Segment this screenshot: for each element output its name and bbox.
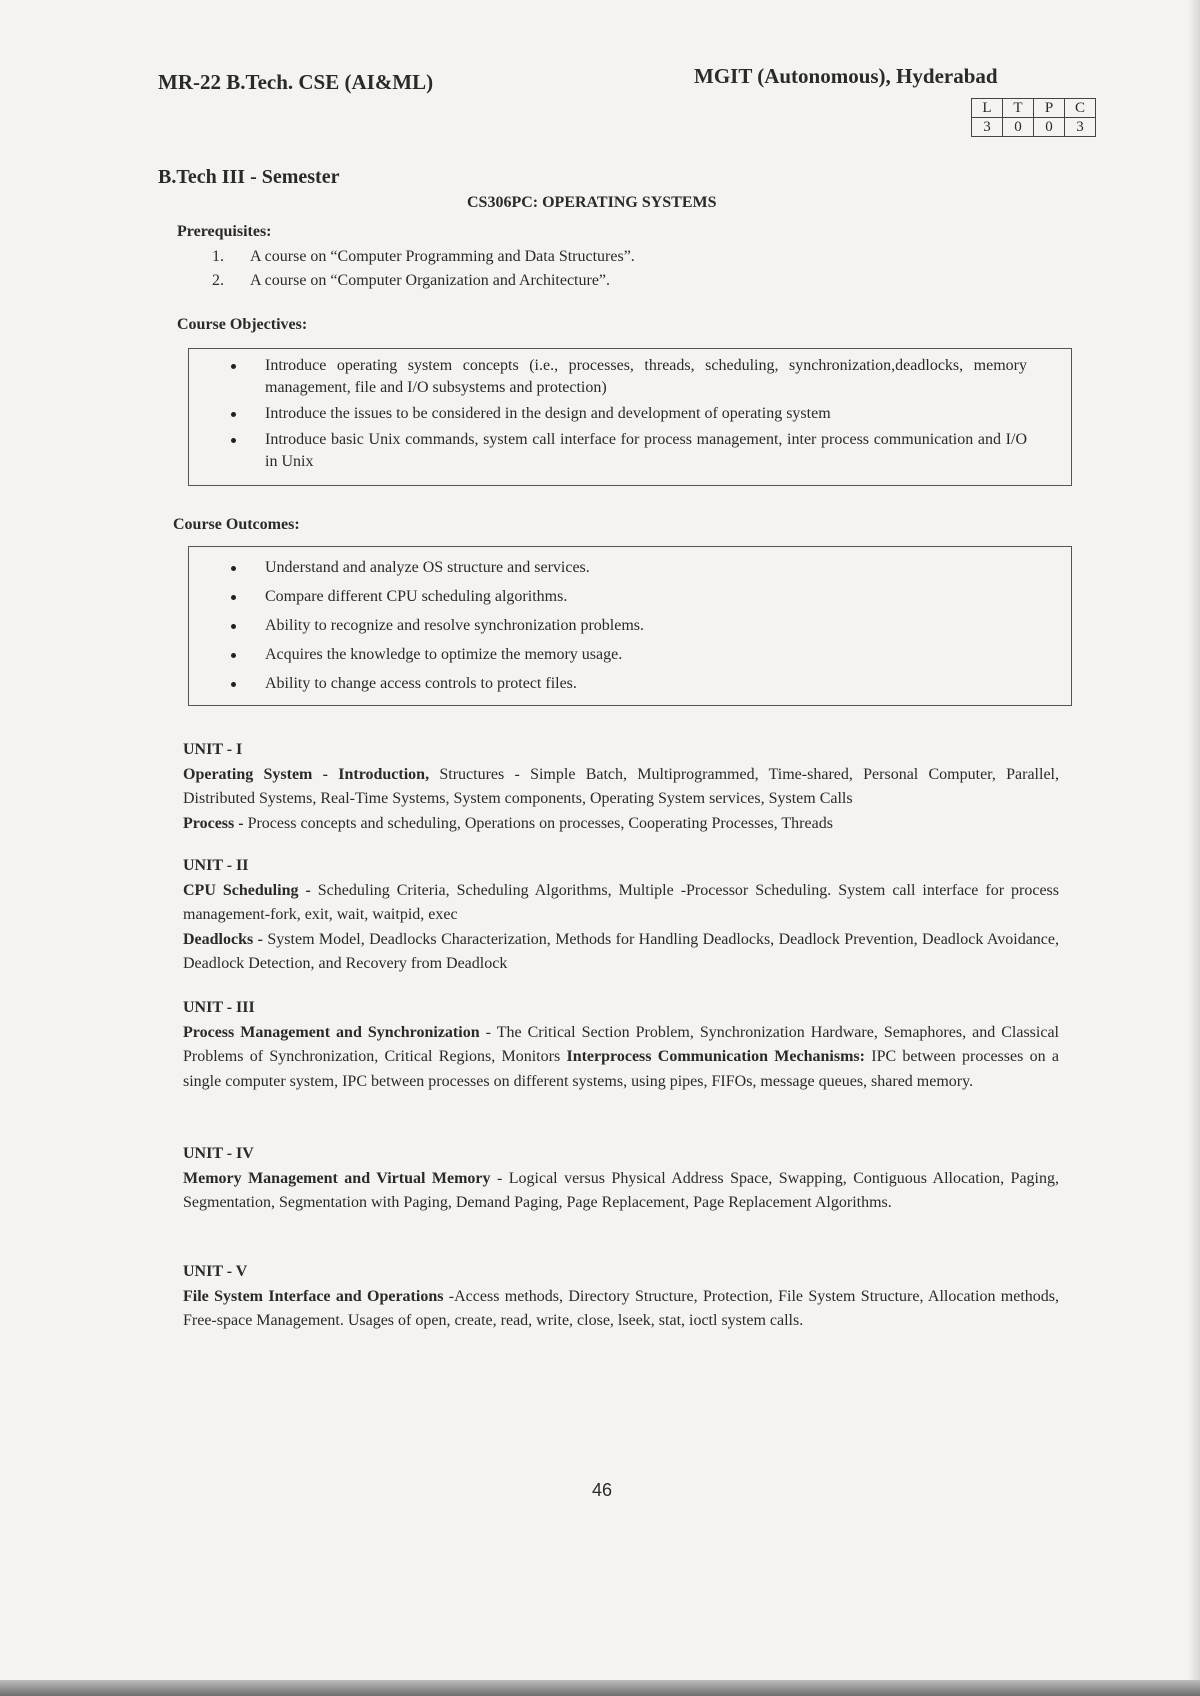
topic-title: Deadlocks - (183, 930, 263, 948)
unit-1-section (183, 738, 1059, 836)
objectives-label: Course Objectives: (177, 316, 308, 333)
credits-table (971, 98, 1096, 137)
list-item (189, 586, 1071, 615)
topic-body: Structures - Simple Batch, Multiprogrammed, Time-shared, Personal Computer, Parallel, Distributed Systems, Real-Time Systems, System components, Operating System services, System Calls (183, 765, 1059, 807)
outcomes-label: Course Outcomes: (173, 516, 300, 533)
course-title: CS306PC: OPERATING SYSTEMS (467, 194, 717, 211)
topic-title: Operating System - Introduction, (183, 765, 430, 783)
topic-body: -Access methods, Directory Structure, Protection, File System Structure, Allocation methods, Free-space Management. Usages of open, create, read, write, close, lseek, stat, ioctl system calls. (183, 1287, 1059, 1329)
list-text: Ability to recognize and resolve synchronization problems. (265, 617, 645, 634)
topic-body: IPC between processes on a single computer system, IPC between processes on different systems, using pipes, FIFOs, message queues, shared memory. (183, 1048, 1060, 1090)
topic-title: Process Management and Synchronization (183, 1023, 480, 1041)
credits-value-cell: 0 (1003, 118, 1034, 137)
semester-heading: B.Tech III - Semester (158, 166, 340, 188)
page-number: 46 (592, 1480, 613, 1500)
list-item (189, 673, 1071, 702)
topic-title: Process - (183, 814, 244, 832)
credits-header-row (972, 99, 1096, 118)
list-item (189, 403, 1071, 425)
topic-title: Memory Management and Virtual Memory (183, 1169, 491, 1187)
list-item (189, 615, 1071, 644)
unit-heading: UNIT - II (183, 857, 249, 874)
credits-header-cell: C (1065, 99, 1096, 118)
list-item (189, 557, 1071, 586)
topic-title: CPU Scheduling - (183, 881, 311, 899)
list-text: Understand and analyze OS structure and services. (265, 559, 590, 576)
unit-2-section (183, 854, 1059, 977)
credits-value-cell: 3 (972, 118, 1003, 137)
outcomes-list (189, 547, 1071, 702)
unit-heading: UNIT - I (183, 741, 243, 758)
list-item (212, 269, 635, 293)
list-text: A course on “Computer Programming and Data Structures”. (250, 248, 635, 265)
list-text: Introduce operating system concepts (i.e., processes, threads, scheduling, synchronization,deadlocks, memory management, file and I/O subsystems and protection) (265, 357, 1027, 396)
unit-heading: UNIT - III (183, 999, 255, 1016)
credits-value-cell: 3 (1065, 118, 1096, 137)
prerequisites-list (212, 245, 635, 293)
credits-header-cell: T (1003, 99, 1034, 118)
list-text: Ability to change access controls to protect files. (265, 675, 577, 692)
bullet-icon (231, 438, 236, 443)
list-text: A course on “Computer Organization and Architecture”. (250, 272, 611, 289)
credits-header-cell: L (972, 99, 1003, 118)
topic-body: - Logical versus Physical Address Space, Swapping, Contiguous Allocation, Paging, Segmentation, Segmentation with Paging, Demand Paging, Page Replacement, Page Replacement Algorithms. (183, 1169, 1059, 1211)
bullet-icon (231, 595, 236, 600)
list-item (189, 355, 1071, 399)
institution-header: MGIT (Autonomous), Hyderabad (694, 64, 998, 88)
list-item (189, 429, 1071, 473)
list-text: Introduce the issues to be considered in the design and development of operating system (265, 405, 831, 422)
bullet-icon (231, 682, 236, 687)
bullet-icon (231, 364, 236, 369)
topic-title: Interprocess Communication Mechanisms: (566, 1048, 865, 1065)
objectives-list (189, 349, 1071, 473)
topic-body: Process concepts and scheduling, Operations on processes, Cooperating Processes, Threads (243, 814, 833, 832)
unit-heading: UNIT - V (183, 1263, 248, 1280)
topic-title: File System Interface and Operations (183, 1287, 444, 1305)
credits-value-cell: 0 (1034, 118, 1065, 137)
list-item (212, 245, 635, 269)
regulation-header: MR-22 B.Tech. CSE (AI&ML) (158, 70, 434, 94)
bullet-icon (231, 412, 236, 417)
list-text: Compare different CPU scheduling algorithms. (265, 588, 568, 605)
prerequisites-label: Prerequisites: (177, 223, 272, 240)
unit-heading: UNIT - IV (183, 1145, 254, 1162)
credits-value-row (972, 118, 1096, 137)
topic-body: Scheduling Criteria, Scheduling Algorithms, Multiple -Processor Scheduling. System call interface for process management-fork, exit, wait, waitpid, exec (183, 881, 1059, 923)
bullet-icon (231, 566, 236, 571)
list-number: 1. (212, 248, 224, 265)
list-text: Introduce basic Unix commands, system call interface for process management, inter process communication and I/O in Unix (265, 431, 1027, 470)
list-number: 2. (212, 272, 224, 289)
topic-body: - The Critical Section Problem, Synchronization Hardware, Semaphores, and Classical Problems of Synchronization, Critical Regions, Monitors (183, 1023, 1059, 1065)
objectives-box (188, 348, 1072, 486)
scan-edge-shadow (1188, 0, 1200, 1696)
unit-4-section (183, 1142, 1059, 1216)
outcomes-box (188, 546, 1072, 706)
list-item (189, 644, 1071, 673)
unit-3-section (183, 996, 1059, 1094)
bullet-icon (231, 624, 236, 629)
bullet-icon (231, 653, 236, 658)
credits-header-cell: P (1034, 99, 1065, 118)
topic-body: System Model, Deadlocks Characterization, Methods for Handling Deadlocks, Deadlock Prevention, Deadlock Avoidance, Deadlock Detection, and Recovery from Deadlock (183, 930, 1059, 972)
scan-bottom-edge (0, 1680, 1200, 1696)
unit-5-section (183, 1260, 1059, 1334)
list-text: Acquires the knowledge to optimize the memory usage. (265, 646, 623, 663)
